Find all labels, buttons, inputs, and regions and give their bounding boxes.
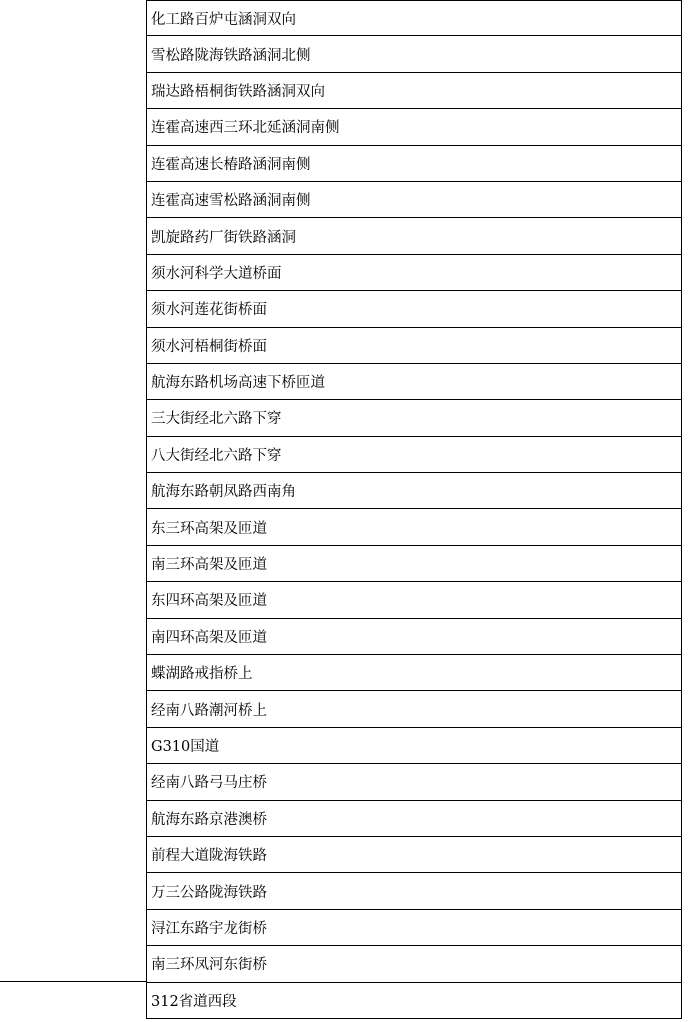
- table-cell-location: 南四环高架及匝道: [151, 629, 267, 646]
- table-row: [146, 801, 682, 837]
- table-row: [146, 437, 682, 473]
- table-row: [146, 509, 682, 545]
- table-cell-location: 万三公路陇海铁路: [151, 884, 267, 901]
- table-cell-location: 瑞达路梧桐街铁路涵洞双向: [151, 83, 325, 100]
- table-row: [146, 619, 682, 655]
- table-cell-location: 经南八路弓马庄桥: [151, 775, 267, 792]
- table-row: [146, 582, 682, 618]
- table-row: [146, 0, 682, 36]
- table-row: [146, 182, 682, 218]
- table-row: [146, 73, 682, 109]
- table-cell-location: 航海东路朝凤路西南角: [151, 484, 296, 501]
- table-row: [146, 473, 682, 509]
- table-cell-location: 浔江东路宇龙街桥: [151, 920, 267, 937]
- table-cell-location: 连霍高速长椿路涵洞南侧: [151, 156, 311, 173]
- table-cell-location: 八大街经北六路下穿: [151, 447, 282, 464]
- table-cell-location: 三大街经北六路下穿: [151, 411, 282, 428]
- table-row: [146, 328, 682, 364]
- table-cell-location: 须水河莲花街桥面: [151, 302, 267, 319]
- table-cell-location: 南三环凤河东街桥: [151, 957, 267, 974]
- table-cell-location: 前程大道陇海铁路: [151, 848, 267, 865]
- table-row: [146, 364, 682, 400]
- table-row: [146, 728, 682, 764]
- table-row: [146, 109, 682, 145]
- table-cell-location: 东四环高架及匝道: [151, 593, 267, 610]
- table-cell-location: 东三环高架及匝道: [151, 520, 267, 537]
- table-cell-location: 化工路百炉屯涵洞双向: [151, 11, 296, 28]
- table-row: [146, 546, 682, 582]
- table-row: [146, 837, 682, 873]
- table-row: [146, 36, 682, 72]
- table-row: [146, 655, 682, 691]
- table-cell-location: 航海东路机场高速下桥匝道: [151, 375, 325, 392]
- table-row: [146, 691, 682, 727]
- table-cell-location: 须水河科学大道桥面: [151, 265, 282, 282]
- table-cell-location: 蝶湖路戒指桥上: [151, 666, 253, 683]
- table-row: [146, 400, 682, 436]
- table-cell-location: G310国道: [151, 739, 220, 755]
- table-row: [146, 218, 682, 254]
- table-left-divider: [0, 981, 146, 982]
- location-table: [146, 0, 682, 1019]
- table-cell-location: 连霍高速雪松路涵洞南侧: [151, 193, 311, 210]
- table-cell-location: 连霍高速西三环北延涵洞南侧: [151, 120, 340, 137]
- table-row: [146, 946, 682, 982]
- table-row: [146, 873, 682, 909]
- table-cell-location: 航海东路京港澳桥: [151, 811, 267, 828]
- table-cell-location: 须水河梧桐街桥面: [151, 338, 267, 355]
- table-cell-location: 雪松路陇海铁路涵洞北侧: [151, 47, 311, 64]
- table-row: [146, 983, 682, 1019]
- table-cell-location: 312省道西段: [151, 993, 237, 1010]
- table-cell-location: 凯旋路药厂街铁路涵洞: [151, 229, 296, 246]
- table-row: [146, 255, 682, 291]
- table-cell-location: 南三环高架及匝道: [151, 557, 267, 574]
- table-row: [146, 910, 682, 946]
- table-row: [146, 764, 682, 800]
- table-cell-location: 经南八路潮河桥上: [151, 702, 267, 719]
- table-row: [146, 146, 682, 182]
- table-row: [146, 291, 682, 327]
